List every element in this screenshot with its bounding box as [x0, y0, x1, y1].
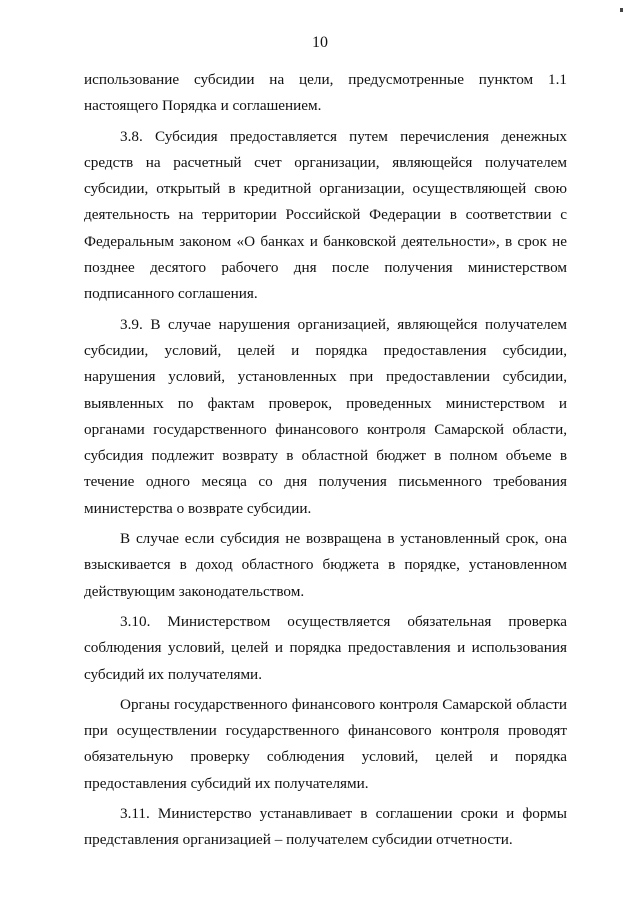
- paragraph-3-8: 3.8. Субсидия предоставляется путем перечисления денежных средств на расчетный счет организации, являющейся получателем субсидии, открытый в кредитной организации, осуществляющей свою деятельность на территории Российской Федерации в соответствии с Федеральным законом «О банках и банковской деятельности», в срок не позднее десятого рабочего дня после получения министерством подписанного соглашения.: [84, 127, 567, 303]
- scan-mark: [620, 8, 623, 12]
- paragraph-3-11: 3.11. Министерство устанавливает в соглашении сроки и формы представления организацией – получателем субсидии отчетности.: [84, 805, 567, 849]
- paragraph-continuation: использование субсидии на цели, предусмотренные пунктом 1.1 настоящего Порядка и соглашением.: [84, 71, 567, 115]
- paragraph-3-9-refund: В случае если субсидия не возвращена в установленный срок, она взыскивается в доход областного бюджета в порядке, установленном действующим законодательством.: [84, 530, 567, 600]
- paragraph-3-10: 3.10. Министерством осуществляется обязательная проверка соблюдения условий, целей и порядка предоставления и использования субсидий их получателями.: [84, 612, 567, 683]
- page-number: 10: [312, 34, 328, 51]
- paragraph-3-9: 3.9. В случае нарушения организацией, являющейся получателем субсидии, условий, целей и порядка предоставления субсидии, нарушения условий, установленных при предоставлении субсидии, выявленных по фактам проверок, проведенных министерством и органами государственного финансового контроля Самарской области, субсидия подлежит возврату в областной бюджет в полном объеме в течение одного месяца со дня получения письменного требования министерства о возврате субсидии.: [84, 315, 567, 517]
- document-body: [84, 67, 567, 854]
- paragraph-3-10-control: Органы государственного финансового контроля Самарской области при осуществлении государственного финансового контроля проводят обязательную проверку соблюдения условий, целей и порядка предоставления субсидий их получателями.: [84, 695, 567, 792]
